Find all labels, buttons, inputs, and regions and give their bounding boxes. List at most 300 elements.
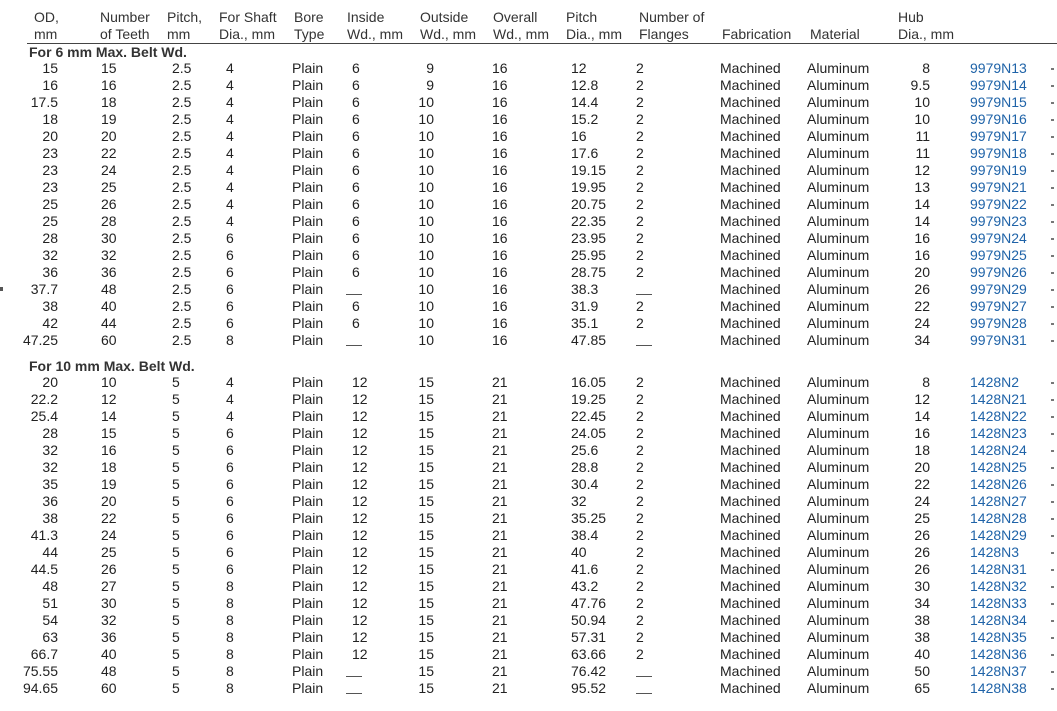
- edge-fragment: [1051, 340, 1054, 342]
- table-cell: Machined: [720, 128, 781, 144]
- table-cell: 8: [226, 332, 234, 348]
- table-cell: 30: [101, 595, 117, 611]
- table-row: [0, 680, 1057, 697]
- table-cell: 51: [42, 595, 58, 611]
- part-number-link[interactable]: 9979N14: [970, 77, 1027, 93]
- table-cell: 23: [42, 162, 58, 178]
- table-cell: Machined: [720, 442, 781, 458]
- part-number-link[interactable]: 9979N23: [970, 213, 1027, 229]
- edge-fragment: [1051, 603, 1054, 605]
- table-cell: 25: [42, 213, 58, 229]
- table-cell: 40: [101, 298, 117, 314]
- part-number-link[interactable]: 1428N29: [970, 527, 1027, 543]
- table-cell: 2: [636, 213, 644, 229]
- table-row: [0, 179, 1057, 196]
- table-cell: Plain: [292, 663, 324, 679]
- table-cell: Aluminum: [807, 145, 870, 161]
- table-cell: 2.5: [172, 247, 192, 263]
- table-cell: 48: [42, 578, 58, 594]
- table-row: [0, 111, 1057, 128]
- table-cell: Aluminum: [807, 527, 870, 543]
- header-teeth-line2: of Teeth: [100, 26, 150, 42]
- table-cell: 10: [418, 128, 434, 144]
- table-cell: 5: [172, 425, 180, 441]
- table-cell: Machined: [720, 315, 781, 331]
- table-cell: 50.94: [571, 612, 607, 628]
- table-cell: 6: [226, 561, 234, 577]
- table-cell: 15: [418, 408, 434, 424]
- table-cell: 17.5: [30, 94, 58, 110]
- table-cell: 15: [418, 680, 434, 696]
- table-cell: 15: [418, 663, 434, 679]
- table-cell: 2.5: [172, 315, 192, 331]
- table-cell: Aluminum: [807, 442, 870, 458]
- table-cell: 21: [492, 493, 508, 509]
- table-cell: 16: [492, 162, 508, 178]
- table-cell: 2: [636, 264, 644, 280]
- table-cell: 21: [492, 680, 508, 696]
- part-number-link[interactable]: 9979N18: [970, 145, 1027, 161]
- table-cell: 32: [101, 612, 117, 628]
- table-cell: Aluminum: [807, 128, 870, 144]
- table-cell: 2: [636, 544, 644, 560]
- table-cell: 12: [352, 578, 368, 594]
- empty-value-dash: [636, 345, 652, 346]
- part-number-link[interactable]: 9979N21: [970, 179, 1027, 195]
- part-number-link[interactable]: 1428N36: [970, 646, 1027, 662]
- edge-fragment: [1051, 136, 1054, 138]
- table-cell: Aluminum: [807, 612, 870, 628]
- header-od-line2: mm: [34, 26, 58, 42]
- table-cell: 41.3: [30, 527, 58, 543]
- table-cell: 8: [226, 680, 234, 696]
- table-cell: 50: [914, 663, 930, 679]
- table-cell: 12: [352, 425, 368, 441]
- table-cell: 12.8: [571, 77, 599, 93]
- table-cell: 2: [636, 629, 644, 645]
- table-cell: 5: [172, 680, 180, 696]
- part-number-link[interactable]: 1428N26: [970, 476, 1027, 492]
- part-number-link[interactable]: 1428N2: [970, 374, 1020, 390]
- table-cell: 30: [914, 578, 930, 594]
- table-cell: 14: [914, 213, 930, 229]
- part-number-link[interactable]: 1428N33: [970, 595, 1027, 611]
- table-cell: Machined: [720, 196, 781, 212]
- table-cell: 6: [352, 111, 360, 127]
- table-row: [0, 544, 1057, 561]
- table-cell: 35.25: [571, 510, 607, 526]
- table-cell: Machined: [720, 544, 781, 560]
- part-number-link[interactable]: 9979N24: [970, 230, 1027, 246]
- table-cell: 10: [418, 298, 434, 314]
- table-cell: Machined: [720, 332, 781, 348]
- table-cell: 10: [418, 196, 434, 212]
- table-cell: Aluminum: [807, 459, 870, 475]
- table-cell: 25: [42, 196, 58, 212]
- table-cell: 19.15: [571, 162, 607, 178]
- table-cell: 6: [226, 315, 234, 331]
- table-cell: 10: [418, 230, 434, 246]
- table-cell: 2: [636, 298, 644, 314]
- table-cell: Aluminum: [807, 408, 870, 424]
- part-number-link[interactable]: 1428N37: [970, 663, 1027, 679]
- table-cell: Machined: [720, 111, 781, 127]
- table-row: [0, 425, 1057, 442]
- empty-value-dash: [636, 693, 652, 694]
- table-cell: 40: [101, 646, 117, 662]
- table-cell: 20: [101, 128, 117, 144]
- table-cell: Aluminum: [807, 595, 870, 611]
- table-cell: 6: [352, 213, 360, 229]
- table-cell: 5: [172, 646, 180, 662]
- table-cell: 36: [101, 629, 117, 645]
- table-cell: 2.5: [172, 179, 192, 195]
- part-number-link[interactable]: 1428N25: [970, 459, 1027, 475]
- table-cell: 16: [492, 247, 508, 263]
- part-number-link[interactable]: 9979N27: [970, 298, 1027, 314]
- table-cell: 2.5: [172, 213, 192, 229]
- table-cell: Plain: [292, 230, 324, 246]
- table-cell: 60: [101, 332, 117, 348]
- table-cell: Plain: [292, 442, 324, 458]
- table-cell: Machined: [720, 264, 781, 280]
- header-outside-line1: Outside: [420, 9, 469, 25]
- table-cell: 15: [418, 629, 434, 645]
- table-cell: 60: [101, 680, 117, 696]
- table-cell: 18: [42, 111, 58, 127]
- edge-fragment: [1051, 68, 1054, 70]
- edge-fragment: [1051, 204, 1054, 206]
- table-cell: 2: [636, 315, 644, 331]
- table-cell: 15: [418, 442, 434, 458]
- part-number-link[interactable]: 9979N26: [970, 264, 1027, 280]
- table-cell: 2: [636, 408, 644, 424]
- table-cell: 11: [915, 128, 930, 144]
- part-number-link[interactable]: 9979N29: [970, 281, 1027, 297]
- table-row: [0, 646, 1057, 663]
- table-cell: 2.5: [172, 145, 192, 161]
- edge-fragment: [1051, 119, 1054, 121]
- header-mat-line2: Material: [810, 26, 860, 42]
- table-row: [0, 442, 1057, 459]
- table-cell: 2.5: [172, 230, 192, 246]
- table-cell: 4: [226, 94, 234, 110]
- table-cell: 16: [492, 145, 508, 161]
- table-cell: 5: [172, 391, 180, 407]
- table-cell: 16: [492, 230, 508, 246]
- header-shaft-line1: For Shaft: [219, 9, 277, 25]
- table-cell: Plain: [292, 595, 324, 611]
- table-cell: Machined: [720, 493, 781, 509]
- table-cell: Aluminum: [807, 510, 870, 526]
- table-cell: 20: [101, 493, 117, 509]
- header-fab-line2: Fabrication: [722, 26, 792, 42]
- table-cell: 5: [172, 663, 180, 679]
- edge-fragment: [1051, 255, 1054, 257]
- header-hub-line2: Dia., mm: [898, 26, 954, 42]
- table-cell: 12: [352, 612, 368, 628]
- edge-fragment: [1051, 170, 1054, 172]
- table-cell: 2: [636, 442, 644, 458]
- table-cell: Aluminum: [807, 179, 870, 195]
- part-number-link[interactable]: 1428N24: [970, 442, 1027, 458]
- table-cell: 38: [914, 629, 930, 645]
- table-cell: 10: [418, 247, 434, 263]
- table-cell: 32: [571, 493, 587, 509]
- table-cell: Aluminum: [807, 680, 870, 696]
- table-row: [0, 128, 1057, 145]
- table-cell: 16: [42, 77, 58, 93]
- part-number-link[interactable]: 9979N19: [970, 162, 1027, 178]
- table-cell: 2.5: [172, 298, 192, 314]
- table-cell: Plain: [292, 264, 324, 280]
- table-cell: Machined: [720, 629, 781, 645]
- table-cell: 8: [226, 578, 234, 594]
- table-cell: Aluminum: [807, 298, 870, 314]
- table-cell: Plain: [292, 145, 324, 161]
- table-cell: 2: [636, 60, 644, 76]
- table-cell: 63.66: [571, 646, 607, 662]
- edge-fragment: [1051, 569, 1054, 571]
- table-cell: Machined: [720, 561, 781, 577]
- table-cell: 12: [352, 544, 368, 560]
- table-cell: 5: [172, 442, 180, 458]
- part-number-link[interactable]: 9979N17: [970, 128, 1027, 144]
- table-cell: 6: [352, 196, 360, 212]
- edge-fragment: [1051, 153, 1054, 155]
- table-cell: 28: [42, 425, 58, 441]
- table-cell: 5: [172, 374, 180, 390]
- table-cell: 75.55: [22, 663, 58, 679]
- table-cell: 32: [101, 247, 117, 263]
- table-cell: 43.2: [571, 578, 599, 594]
- table-cell: 5: [172, 527, 180, 543]
- part-number-link[interactable]: 1428N27: [970, 493, 1027, 509]
- table-cell: 16: [914, 230, 930, 246]
- table-cell: 2: [636, 145, 644, 161]
- table-cell: 21: [492, 527, 508, 543]
- part-number-link[interactable]: 1428N23: [970, 425, 1027, 441]
- part-number-link[interactable]: 1428N28: [970, 510, 1027, 526]
- table-cell: 25: [101, 179, 117, 195]
- table-cell: Aluminum: [807, 315, 870, 331]
- table-cell: 25: [914, 510, 930, 526]
- table-cell: 15: [101, 425, 117, 441]
- table-row: [0, 595, 1057, 612]
- part-number-link[interactable]: 1428N31: [970, 561, 1027, 577]
- table-cell: 34: [914, 332, 930, 348]
- table-cell: 21: [492, 646, 508, 662]
- table-cell: 16: [492, 264, 508, 280]
- table-cell: 21: [492, 408, 508, 424]
- table-cell: 18: [101, 459, 117, 475]
- edge-fragment: [1051, 671, 1054, 673]
- table-cell: Machined: [720, 510, 781, 526]
- table-cell: 4: [226, 60, 234, 76]
- part-number-link[interactable]: 1428N3: [970, 544, 1020, 560]
- table-cell: Plain: [292, 111, 324, 127]
- part-number-link[interactable]: 1428N32: [970, 578, 1027, 594]
- part-number-link[interactable]: 1428N22: [970, 408, 1027, 424]
- table-cell: 38: [42, 298, 58, 314]
- table-cell: Machined: [720, 459, 781, 475]
- table-cell: 4: [226, 128, 234, 144]
- header-pitchdia-line1: Pitch: [566, 9, 598, 25]
- table-cell: Aluminum: [807, 281, 870, 297]
- table-cell: 18: [101, 94, 117, 110]
- part-number-link[interactable]: 9979N15: [970, 94, 1027, 110]
- part-number-link[interactable]: 9979N13: [970, 60, 1027, 76]
- table-cell: 31.9: [571, 298, 599, 314]
- table-cell: 19.95: [571, 179, 607, 195]
- edge-fragment: [1051, 399, 1054, 401]
- table-cell: 22.35: [571, 213, 607, 229]
- table-cell: 16: [492, 298, 508, 314]
- table-cell: Aluminum: [807, 425, 870, 441]
- table-cell: 10: [914, 94, 930, 110]
- table-cell: 12: [352, 629, 368, 645]
- table-cell: Aluminum: [807, 493, 870, 509]
- edge-fragment: [1051, 484, 1054, 486]
- table-cell: Machined: [720, 162, 781, 178]
- table-cell: Aluminum: [807, 213, 870, 229]
- table-cell: 8: [226, 663, 234, 679]
- table-cell: 2: [636, 476, 644, 492]
- table-cell: 18: [914, 442, 930, 458]
- table-cell: 25.95: [571, 247, 607, 263]
- table-row: [0, 391, 1057, 408]
- table-cell: Machined: [720, 247, 781, 263]
- table-cell: Plain: [292, 281, 324, 297]
- header-outside-line2: Wd., mm: [420, 26, 476, 42]
- table-cell: 30: [101, 230, 117, 246]
- table-cell: 15.2: [571, 111, 599, 127]
- table-cell: 36: [101, 264, 117, 280]
- table-row: [0, 408, 1057, 425]
- part-number-link[interactable]: 9979N16: [970, 111, 1027, 127]
- table-cell: 26: [914, 561, 930, 577]
- table-cell: 16.05: [571, 374, 607, 390]
- table-cell: 6: [352, 179, 360, 195]
- edge-fragment: [1051, 382, 1054, 384]
- table-cell: 65: [914, 680, 930, 696]
- table-cell: 38: [42, 510, 58, 526]
- table-cell: 9: [426, 77, 434, 93]
- table-cell: 5: [172, 459, 180, 475]
- table-cell: 25: [101, 544, 117, 560]
- table-cell: 4: [226, 196, 234, 212]
- empty-value-dash: [636, 676, 652, 677]
- header-shaft-line2: Dia., mm: [219, 26, 275, 42]
- header-pitch-line1: Pitch,: [167, 9, 203, 25]
- part-number-link[interactable]: 1428N38: [970, 680, 1027, 696]
- table-row: [0, 315, 1057, 332]
- table-row: [0, 281, 1057, 298]
- table-cell: 16: [492, 315, 508, 331]
- table-cell: 12: [914, 162, 930, 178]
- table-row: [0, 230, 1057, 247]
- table-cell: 15: [42, 60, 58, 76]
- empty-value-dash: [346, 294, 362, 295]
- table-cell: Aluminum: [807, 60, 870, 76]
- table-cell: 6: [352, 162, 360, 178]
- table-cell: Aluminum: [807, 629, 870, 645]
- table-cell: 5: [172, 595, 180, 611]
- table-cell: 20.75: [571, 196, 607, 212]
- table-cell: 38.3: [571, 281, 599, 297]
- table-cell: 6: [226, 476, 234, 492]
- part-number-link[interactable]: 9979N22: [970, 196, 1027, 212]
- table-cell: Machined: [720, 145, 781, 161]
- table-cell: 6: [226, 442, 234, 458]
- table-cell: 8: [226, 595, 234, 611]
- table-cell: Machined: [720, 281, 781, 297]
- table-cell: 2: [636, 493, 644, 509]
- table-header: [0, 0, 1057, 44]
- table-cell: 25.6: [571, 442, 599, 458]
- table-cell: 2: [636, 425, 644, 441]
- table-cell: 2: [636, 247, 644, 263]
- table-cell: 16: [914, 247, 930, 263]
- table-cell: 2: [636, 94, 644, 110]
- table-row: [0, 510, 1057, 527]
- table-cell: 15: [418, 595, 434, 611]
- table-row: [0, 663, 1057, 680]
- table-cell: 21: [492, 663, 508, 679]
- part-number-link[interactable]: 9979N31: [970, 332, 1027, 348]
- table-cell: 21: [492, 476, 508, 492]
- table-cell: 12: [914, 391, 930, 407]
- table-cell: 63: [42, 629, 58, 645]
- table-cell: 4: [226, 408, 234, 424]
- table-cell: 2: [636, 77, 644, 93]
- table-cell: 48: [101, 281, 117, 297]
- table-cell: Machined: [720, 374, 781, 390]
- table-cell: Aluminum: [807, 663, 870, 679]
- part-number-link[interactable]: 9979N25: [970, 247, 1027, 263]
- table-cell: 16: [571, 128, 587, 144]
- edge-fragment: [1051, 187, 1054, 189]
- part-number-link[interactable]: 9979N28: [970, 315, 1027, 331]
- table-cell: 47.76: [571, 595, 607, 611]
- table-cell: 16: [492, 196, 508, 212]
- table-cell: 2: [636, 527, 644, 543]
- table-cell: 38.4: [571, 527, 599, 543]
- table-cell: 22: [914, 298, 930, 314]
- table-cell: 4: [226, 391, 234, 407]
- table-cell: Plain: [292, 680, 324, 696]
- part-number-link[interactable]: 1428N21: [970, 391, 1027, 407]
- table-cell: Plain: [292, 298, 324, 314]
- table-cell: 15: [418, 425, 434, 441]
- table-cell: 15: [418, 493, 434, 509]
- table-cell: 36: [42, 493, 58, 509]
- table-cell: 6: [226, 493, 234, 509]
- table-cell: 8: [922, 60, 930, 76]
- table-cell: 5: [172, 408, 180, 424]
- part-number-link[interactable]: 1428N35: [970, 629, 1027, 645]
- table-cell: 25.4: [30, 408, 58, 424]
- table-cell: 24: [101, 527, 117, 543]
- part-number-link[interactable]: 1428N34: [970, 612, 1027, 628]
- table-cell: 4: [226, 213, 234, 229]
- table-cell: 14: [914, 408, 930, 424]
- table-cell: 5: [172, 561, 180, 577]
- table-cell: 12: [571, 60, 587, 76]
- table-cell: 10: [418, 281, 434, 297]
- table-cell: 15: [418, 646, 434, 662]
- table-cell: 32: [42, 442, 58, 458]
